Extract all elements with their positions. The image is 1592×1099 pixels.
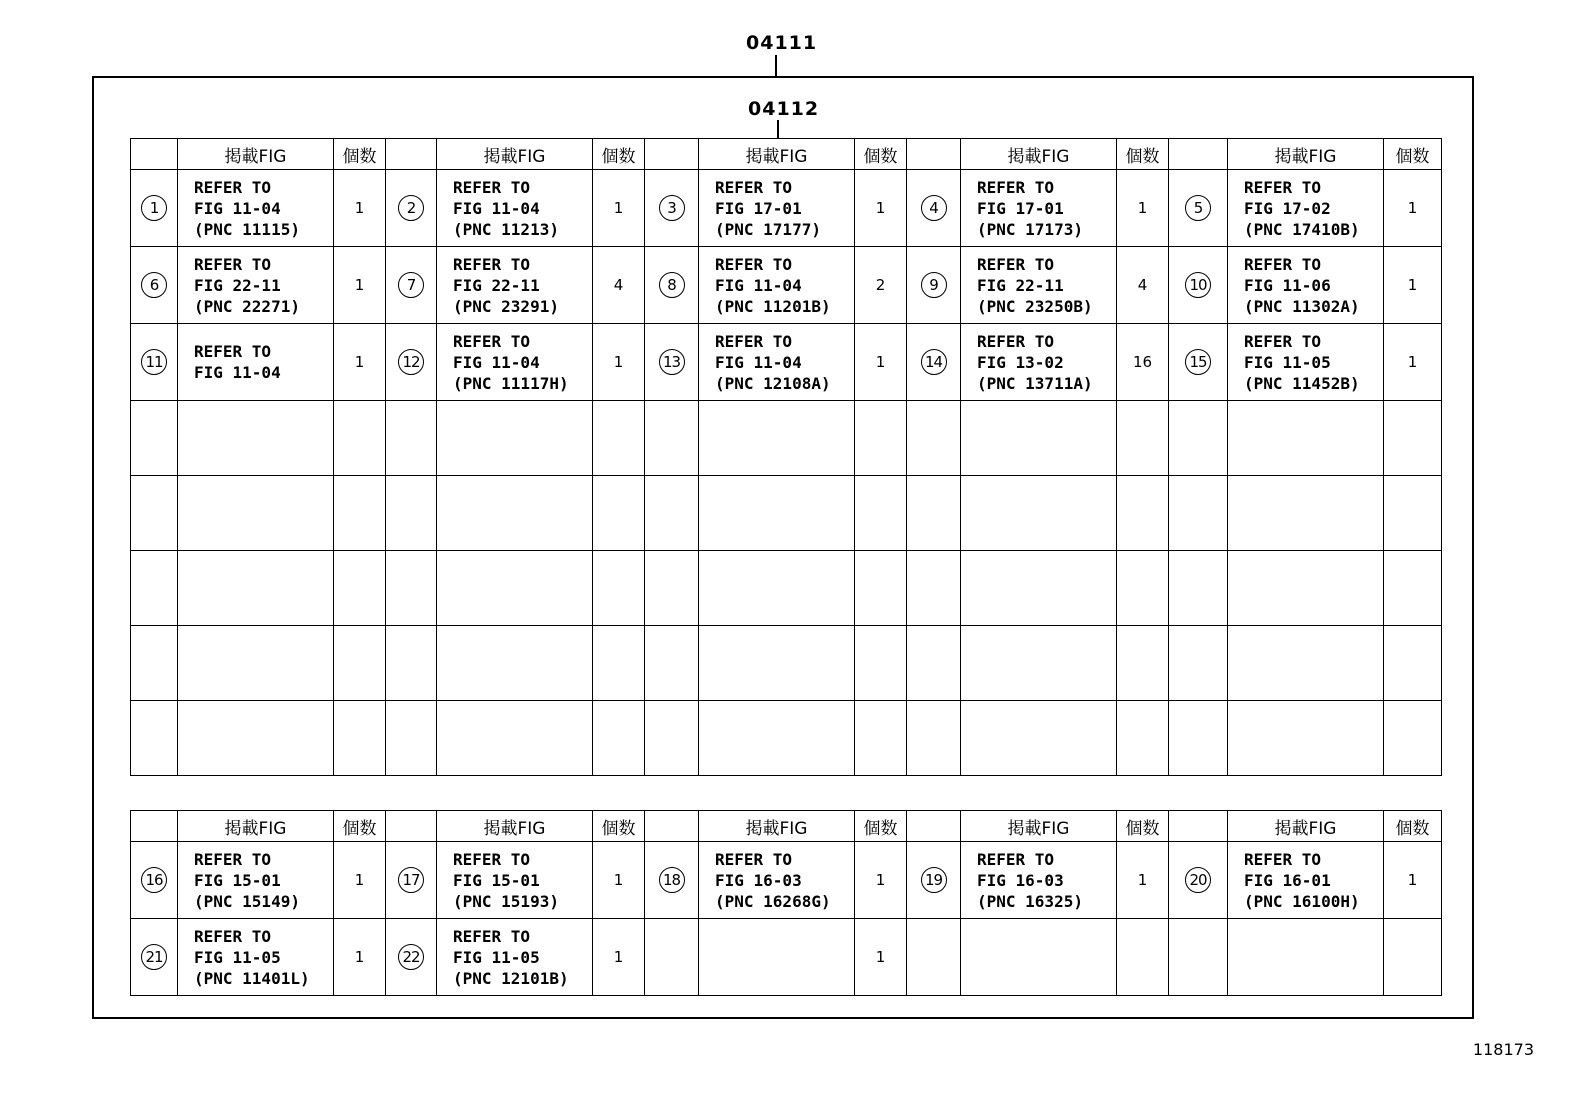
empty-cell	[437, 701, 593, 776]
empty-cell	[334, 476, 386, 551]
item-number-cell	[131, 324, 178, 401]
empty-cell	[961, 626, 1117, 701]
item-number-badge: 15	[1185, 349, 1211, 375]
reference-line: FIG 11-04	[453, 198, 540, 218]
empty-cell	[1384, 401, 1442, 476]
quantity-cell	[1384, 919, 1442, 996]
empty-cell	[334, 401, 386, 476]
reference-cell	[178, 842, 334, 919]
parts-table-2	[130, 810, 1442, 996]
empty-cell	[178, 476, 334, 551]
empty-cell	[386, 551, 437, 626]
quantity-cell: 1	[1384, 324, 1442, 401]
empty-cell	[1117, 551, 1169, 626]
item-number-badge: 4	[921, 195, 947, 221]
quantity-cell	[1117, 919, 1169, 996]
empty-cell	[131, 626, 178, 701]
empty-cell	[1117, 476, 1169, 551]
header-fig: 掲載FIG	[1228, 811, 1384, 842]
empty-cell	[334, 701, 386, 776]
assembly-label-inner: 04112	[748, 98, 820, 120]
item-number-cell	[907, 170, 961, 247]
header-no-cell	[907, 811, 961, 842]
reference-cell	[437, 842, 593, 919]
item-number-cell	[645, 324, 699, 401]
table-header-row	[131, 139, 1442, 170]
reference-line: FIG 15-01	[194, 870, 281, 890]
reference-line: FIG 11-04	[715, 275, 802, 295]
empty-cell	[131, 701, 178, 776]
item-number-badge: 19	[921, 867, 947, 893]
item-number-badge: 18	[659, 867, 685, 893]
header-no-cell	[1169, 139, 1228, 170]
empty-cell	[437, 626, 593, 701]
header-fig: 掲載FIG	[961, 811, 1117, 842]
reference-cell	[178, 919, 334, 996]
header-fig: 掲載FIG	[437, 811, 593, 842]
item-number-badge: 3	[659, 195, 685, 221]
reference-line: FIG 17-01	[715, 198, 802, 218]
header-no-cell	[386, 811, 437, 842]
empty-cell	[386, 626, 437, 701]
empty-cell	[961, 401, 1117, 476]
reference-line: FIG 16-01	[1244, 870, 1331, 890]
item-number-cell	[131, 247, 178, 324]
item-number-cell	[907, 919, 961, 996]
empty-cell	[131, 476, 178, 551]
reference-line: FIG 11-04	[194, 363, 281, 382]
parts-table-1	[130, 138, 1442, 776]
reference-line: FIG 11-04	[453, 352, 540, 372]
empty-cell	[645, 551, 699, 626]
empty-cell	[178, 701, 334, 776]
header-fig: 掲載FIG	[699, 811, 855, 842]
header-no-cell	[386, 139, 437, 170]
empty-cell	[1228, 551, 1384, 626]
header-fig: 掲載FIG	[961, 139, 1117, 170]
empty-cell	[645, 701, 699, 776]
item-number-cell	[386, 919, 437, 996]
reference-cell	[178, 247, 334, 324]
empty-cell	[855, 476, 907, 551]
reference-line: REFER TO	[715, 331, 793, 351]
empty-cell	[593, 551, 645, 626]
empty-cell	[1117, 701, 1169, 776]
reference-cell	[1228, 170, 1384, 247]
header-fig: 掲載FIG	[178, 139, 334, 170]
empty-cell	[437, 551, 593, 626]
empty-cell	[1384, 701, 1442, 776]
empty-cell	[1228, 701, 1384, 776]
reference-line: REFER TO	[194, 849, 272, 869]
reference-line: (PNC 23291)	[453, 296, 559, 316]
item-number-cell	[386, 170, 437, 247]
empty-cell	[907, 401, 961, 476]
quantity-cell: 2	[855, 247, 907, 324]
quantity-cell: 1	[1384, 170, 1442, 247]
reference-cell	[437, 247, 593, 324]
empty-cell	[178, 626, 334, 701]
empty-cell	[907, 626, 961, 701]
quantity-cell: 1	[1117, 170, 1169, 247]
empty-cell	[699, 401, 855, 476]
empty-cell	[334, 551, 386, 626]
table-row	[131, 919, 1442, 996]
leader-line-inner	[777, 120, 779, 138]
empty-cell	[961, 551, 1117, 626]
item-number-cell	[645, 842, 699, 919]
reference-cell	[1228, 324, 1384, 401]
item-number-badge: 13	[659, 349, 685, 375]
item-number-badge: 10	[1185, 272, 1211, 298]
reference-cell	[1228, 247, 1384, 324]
empty-row	[131, 551, 1442, 626]
quantity-cell: 1	[855, 919, 907, 996]
item-number-badge: 17	[398, 867, 424, 893]
item-number-cell	[386, 842, 437, 919]
reference-line: FIG 11-05	[1244, 352, 1331, 372]
header-qty: 個数	[334, 811, 386, 842]
reference-line: REFER TO	[715, 177, 793, 197]
empty-cell	[699, 626, 855, 701]
empty-row	[131, 626, 1442, 701]
item-number-cell	[1169, 170, 1228, 247]
empty-cell	[437, 401, 593, 476]
reference-line: REFER TO	[194, 177, 272, 197]
empty-cell	[1169, 401, 1228, 476]
header-no-cell	[907, 139, 961, 170]
empty-cell	[1228, 476, 1384, 551]
header-no-cell	[1169, 811, 1228, 842]
item-number-cell	[1169, 919, 1228, 996]
reference-line: (PNC 11201B)	[715, 296, 831, 316]
reference-line: REFER TO	[1244, 177, 1322, 197]
header-fig: 掲載FIG	[1228, 139, 1384, 170]
empty-cell	[1169, 476, 1228, 551]
reference-line: REFER TO	[715, 849, 793, 869]
empty-cell	[961, 701, 1117, 776]
empty-cell	[855, 551, 907, 626]
empty-cell	[593, 476, 645, 551]
reference-cell	[961, 919, 1117, 996]
header-qty: 個数	[1117, 139, 1169, 170]
empty-cell	[1384, 476, 1442, 551]
item-number-cell	[386, 324, 437, 401]
reference-cell	[961, 842, 1117, 919]
reference-cell	[961, 170, 1117, 247]
item-number-badge: 11	[141, 349, 167, 375]
reference-cell	[961, 324, 1117, 401]
reference-cell	[699, 842, 855, 919]
empty-cell	[593, 626, 645, 701]
reference-line: FIG 17-01	[977, 198, 1064, 218]
empty-cell	[334, 626, 386, 701]
header-qty: 個数	[1384, 811, 1442, 842]
quantity-cell: 4	[593, 247, 645, 324]
empty-cell	[907, 701, 961, 776]
reference-line: FIG 11-06	[1244, 275, 1331, 295]
item-number-badge: 2	[398, 195, 424, 221]
item-number-cell	[131, 842, 178, 919]
reference-cell	[437, 170, 593, 247]
empty-cell	[386, 701, 437, 776]
item-number-cell	[907, 842, 961, 919]
assembly-label-outer: 04111	[746, 32, 818, 54]
reference-line: REFER TO	[977, 177, 1055, 197]
empty-cell	[645, 476, 699, 551]
reference-line: (PNC 17410B)	[1244, 219, 1360, 239]
item-number-badge: 6	[141, 272, 167, 298]
empty-cell	[699, 476, 855, 551]
header-qty: 個数	[334, 139, 386, 170]
header-qty: 個数	[593, 811, 645, 842]
reference-line: (PNC 16268G)	[715, 891, 831, 911]
quantity-cell: 16	[1117, 324, 1169, 401]
quantity-cell: 4	[1117, 247, 1169, 324]
item-number-cell	[1169, 324, 1228, 401]
reference-line: REFER TO	[194, 926, 272, 946]
reference-line: FIG 22-11	[194, 275, 281, 295]
reference-cell	[699, 919, 855, 996]
header-qty: 個数	[1117, 811, 1169, 842]
reference-line: REFER TO	[453, 331, 531, 351]
item-number-badge: 21	[141, 944, 167, 970]
item-number-badge: 14	[921, 349, 947, 375]
item-number-cell	[1169, 842, 1228, 919]
quantity-cell: 1	[855, 842, 907, 919]
reference-cell	[178, 324, 334, 401]
item-number-cell	[1169, 247, 1228, 324]
empty-cell	[907, 551, 961, 626]
reference-cell	[961, 247, 1117, 324]
reference-line: (PNC 11302A)	[1244, 296, 1360, 316]
table-header-row	[131, 811, 1442, 842]
reference-line: FIG 13-02	[977, 352, 1064, 372]
quantity-cell: 1	[334, 170, 386, 247]
empty-cell	[699, 551, 855, 626]
reference-line: FIG 11-04	[715, 352, 802, 372]
empty-cell	[178, 551, 334, 626]
reference-line: REFER TO	[977, 331, 1055, 351]
empty-cell	[1228, 626, 1384, 701]
leader-line-outer	[775, 55, 777, 76]
item-number-cell	[386, 247, 437, 324]
reference-line: REFER TO	[1244, 254, 1322, 274]
item-number-badge: 12	[398, 349, 424, 375]
item-number-badge: 5	[1185, 195, 1211, 221]
reference-cell	[1228, 842, 1384, 919]
reference-line: (PNC 16100H)	[1244, 891, 1360, 911]
reference-line: REFER TO	[1244, 849, 1322, 869]
empty-cell	[386, 401, 437, 476]
item-number-cell	[645, 247, 699, 324]
item-number-cell	[131, 170, 178, 247]
reference-line: REFER TO	[194, 254, 272, 274]
reference-cell	[1228, 919, 1384, 996]
empty-cell	[855, 626, 907, 701]
reference-line: FIG 22-11	[453, 275, 540, 295]
reference-line: (PNC 23250B)	[977, 296, 1093, 316]
reference-cell	[437, 919, 593, 996]
item-number-badge: 16	[141, 867, 167, 893]
empty-cell	[131, 551, 178, 626]
header-fig: 掲載FIG	[437, 139, 593, 170]
reference-line: REFER TO	[453, 849, 531, 869]
reference-line: (PNC 17177)	[715, 219, 821, 239]
empty-cell	[907, 476, 961, 551]
header-fig: 掲載FIG	[178, 811, 334, 842]
reference-line: REFER TO	[453, 254, 531, 274]
header-no-cell	[131, 811, 178, 842]
reference-line: (PNC 11213)	[453, 219, 559, 239]
empty-cell	[1169, 626, 1228, 701]
reference-line: (PNC 11452B)	[1244, 373, 1360, 393]
reference-line: (PNC 13711A)	[977, 373, 1093, 393]
reference-line: (PNC 11117H)	[453, 373, 569, 393]
item-number-badge: 8	[659, 272, 685, 298]
reference-line: FIG 16-03	[715, 870, 802, 890]
quantity-cell: 1	[593, 170, 645, 247]
header-no-cell	[645, 811, 699, 842]
reference-line: FIG 11-05	[453, 947, 540, 967]
reference-line: REFER TO	[977, 849, 1055, 869]
item-number-badge: 1	[141, 195, 167, 221]
reference-cell	[699, 324, 855, 401]
illustration-number: 118173	[1472, 1040, 1534, 1059]
reference-line: REFER TO	[194, 342, 272, 361]
header-qty: 個数	[855, 811, 907, 842]
reference-line: (PNC 15193)	[453, 891, 559, 911]
header-fig: 掲載FIG	[699, 139, 855, 170]
empty-cell	[1117, 626, 1169, 701]
reference-line: REFER TO	[453, 177, 531, 197]
item-number-cell	[645, 170, 699, 247]
quantity-cell: 1	[593, 324, 645, 401]
quantity-cell: 1	[1384, 842, 1442, 919]
reference-cell	[699, 247, 855, 324]
item-number-cell	[907, 247, 961, 324]
empty-cell	[386, 476, 437, 551]
item-number-cell	[645, 919, 699, 996]
quantity-cell: 1	[334, 324, 386, 401]
empty-cell	[961, 476, 1117, 551]
quantity-cell: 1	[855, 170, 907, 247]
reference-line: (PNC 16325)	[977, 891, 1083, 911]
table-row	[131, 247, 1442, 324]
reference-line: REFER TO	[453, 926, 531, 946]
empty-cell	[699, 701, 855, 776]
reference-line: (PNC 17173)	[977, 219, 1083, 239]
empty-cell	[645, 401, 699, 476]
quantity-cell: 1	[855, 324, 907, 401]
table-row	[131, 324, 1442, 401]
quantity-cell: 1	[334, 919, 386, 996]
empty-cell	[855, 401, 907, 476]
reference-line: FIG 16-03	[977, 870, 1064, 890]
empty-cell	[593, 701, 645, 776]
item-number-badge: 7	[398, 272, 424, 298]
reference-line: FIG 15-01	[453, 870, 540, 890]
quantity-cell: 1	[593, 919, 645, 996]
quantity-cell: 1	[1117, 842, 1169, 919]
empty-cell	[645, 626, 699, 701]
reference-line: (PNC 15149)	[194, 891, 300, 911]
item-number-badge: 9	[921, 272, 947, 298]
reference-line: REFER TO	[977, 254, 1055, 274]
reference-line: FIG 11-05	[194, 947, 281, 967]
reference-line: REFER TO	[715, 254, 793, 274]
empty-cell	[1169, 701, 1228, 776]
empty-row	[131, 701, 1442, 776]
reference-line: FIG 17-02	[1244, 198, 1331, 218]
header-no-cell	[131, 139, 178, 170]
reference-line: FIG 11-04	[194, 198, 281, 218]
reference-line: (PNC 11115)	[194, 219, 300, 239]
reference-line: (PNC 22271)	[194, 296, 300, 316]
header-qty: 個数	[1384, 139, 1442, 170]
empty-cell	[178, 401, 334, 476]
empty-cell	[131, 401, 178, 476]
header-no-cell	[645, 139, 699, 170]
reference-line: (PNC 11401L)	[194, 968, 310, 988]
quantity-cell: 1	[593, 842, 645, 919]
reference-cell	[178, 170, 334, 247]
empty-row	[131, 401, 1442, 476]
empty-cell	[855, 701, 907, 776]
item-number-badge: 20	[1185, 867, 1211, 893]
header-qty: 個数	[855, 139, 907, 170]
item-number-badge: 22	[398, 944, 424, 970]
empty-cell	[1384, 626, 1442, 701]
empty-cell	[1117, 401, 1169, 476]
reference-cell	[437, 324, 593, 401]
table-row	[131, 842, 1442, 919]
empty-cell	[437, 476, 593, 551]
header-qty: 個数	[593, 139, 645, 170]
empty-cell	[1384, 551, 1442, 626]
quantity-cell: 1	[334, 842, 386, 919]
empty-cell	[1228, 401, 1384, 476]
reference-line: (PNC 12101B)	[453, 968, 569, 988]
empty-row	[131, 476, 1442, 551]
quantity-cell: 1	[334, 247, 386, 324]
reference-line: REFER TO	[1244, 331, 1322, 351]
table-row	[131, 170, 1442, 247]
empty-cell	[1169, 551, 1228, 626]
item-number-cell	[131, 919, 178, 996]
reference-line: (PNC 12108A)	[715, 373, 831, 393]
reference-line: FIG 22-11	[977, 275, 1064, 295]
reference-cell	[699, 170, 855, 247]
quantity-cell: 1	[1384, 247, 1442, 324]
empty-cell	[593, 401, 645, 476]
item-number-cell	[907, 324, 961, 401]
